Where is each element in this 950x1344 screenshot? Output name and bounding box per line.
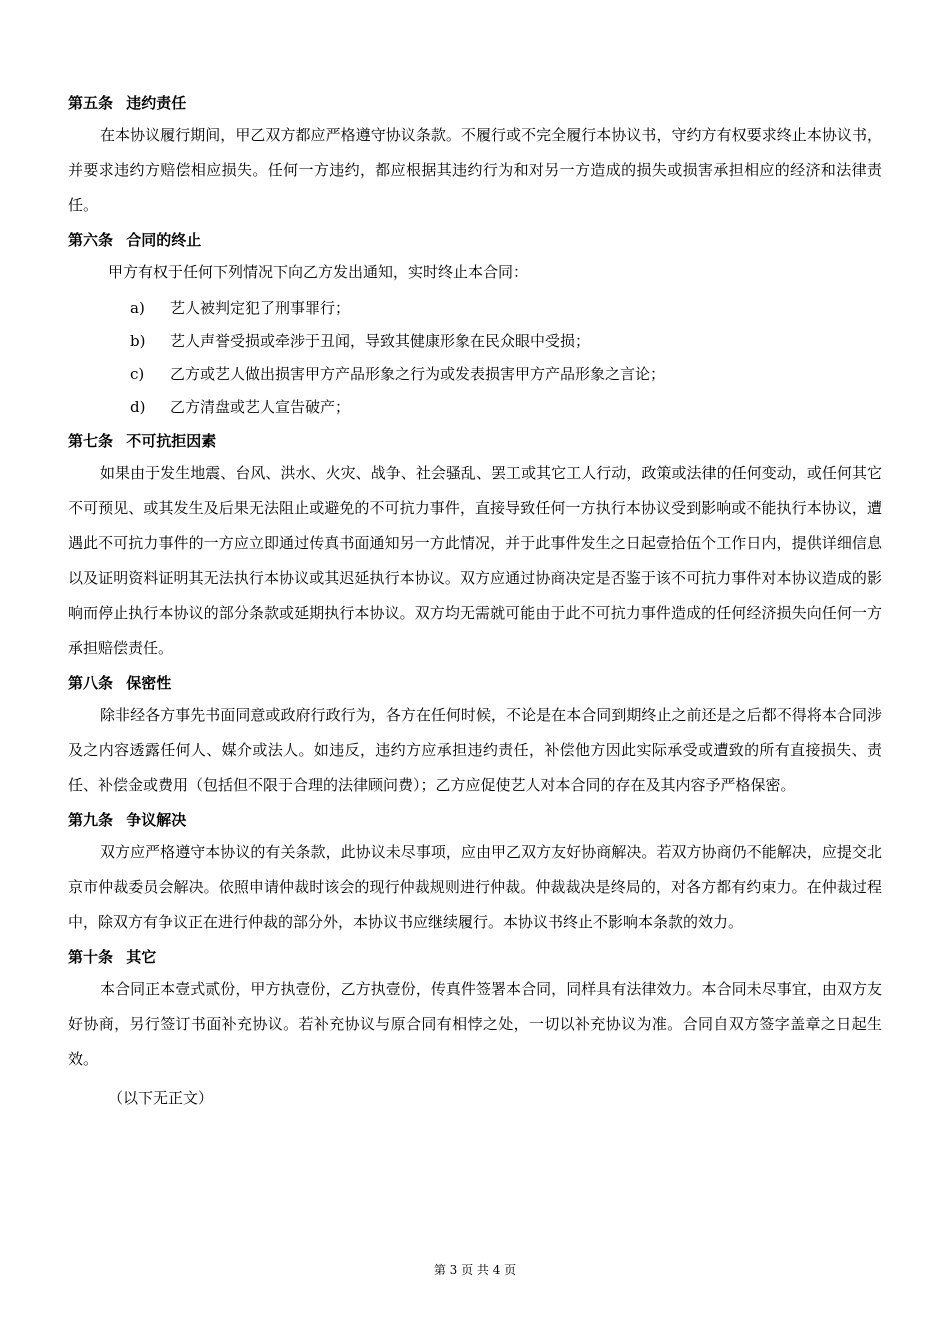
- list-text: 艺人声誉受损或牵涉于丑闻，导致其健康形象在民众眼中受损；: [170, 332, 591, 350]
- section-number: 第七条: [68, 432, 114, 450]
- list-marker: c): [130, 365, 145, 383]
- list-text: 乙方或艺人做出损害甲方产品形象之行为或发表损害甲方产品形象之言论；: [170, 365, 666, 383]
- section-title: 其它: [126, 948, 157, 966]
- section-title: 保密性: [126, 674, 172, 692]
- list-text: 艺人被判定犯了刑事罪行；: [170, 299, 351, 317]
- list-marker: d): [130, 398, 146, 416]
- list-marker: a): [130, 299, 145, 317]
- section-number: 第九条: [68, 811, 114, 829]
- section-9: [68, 809, 882, 940]
- document-body: [68, 92, 882, 1113]
- section-8: [68, 672, 882, 803]
- section-5: [68, 92, 882, 223]
- termination-list: [68, 292, 882, 424]
- list-item: [68, 325, 882, 358]
- section-heading: [68, 672, 882, 694]
- section-number: 第六条: [68, 231, 114, 249]
- section-paragraph: 在本协议履行期间，甲乙双方都应严格遵守协议条款。不履行或不完全履行本协议书，守约方有权要求终止本协议书，并要求违约方赔偿相应损失。任何一方违约，都应根据其违约行为和对另一方造成的损失或损害承担相应的经济和法律责任。: [68, 126, 882, 214]
- section-6: [68, 229, 882, 424]
- section-number: 第八条: [68, 674, 114, 692]
- section-7: [68, 430, 882, 666]
- section-title: 违约责任: [126, 94, 187, 112]
- section-intro: 甲方有权于任何下列情况下向乙方发出通知，实时终止本合同：: [108, 263, 529, 281]
- list-text: 乙方清盘或艺人宣告破产；: [170, 398, 351, 416]
- section-heading: [68, 946, 882, 968]
- section-heading: [68, 229, 882, 251]
- section-heading: [68, 430, 882, 452]
- section-10: [68, 946, 882, 1077]
- list-marker: b): [130, 332, 146, 350]
- section-title: 争议解决: [126, 811, 187, 829]
- list-item: [68, 391, 882, 424]
- page-footer: 第 3 页 共 4 页: [433, 1263, 517, 1277]
- section-paragraph: 如果由于发生地震、台风、洪水、火灾、战争、社会骚乱、罢工或其它工人行动，政策或法律的任何变动，或任何其它不可预见、或其发生及后果无法阻止或避免的不可抗力事件，直接导致任何一方执行本协议受到影响或不能执行本协议，遭遇此不可抗力事件的一方应立即通过传真书面通知另一方此情况，并于此事件发生之日起壹拾伍个工作日内，提供详细信息以及证明资料证明其无法执行本协议或其迟延执行本协议。双方应通过协商决定是否鉴于该不可抗力事件对本协议造成的影响而停止执行本协议的部分条款或延期执行本协议。双方均无需就可能由于此不可抗力事件造成的任何经济损失向任何一方承担赔偿责任。: [68, 464, 882, 657]
- section-paragraph: 除非经各方事先书面同意或政府行政行为，各方在任何时候，不论是在本合同到期终止之前还是之后都不得将本合同涉及之内容透露任何人、媒介或法人。如违反，违约方应承担违约责任，补偿他方因此实际承受或遭致的所有直接损失、责任、补偿金或费用（包括但不限于合理的法律顾问费）；乙方应促使艺人对本合同的存在及其内容予严格保密。: [68, 706, 882, 794]
- list-item: [68, 292, 882, 325]
- section-title: 合同的终止: [126, 231, 202, 249]
- section-heading: [68, 809, 882, 831]
- section-number: 第五条: [68, 94, 114, 112]
- section-heading: [68, 92, 882, 114]
- closing-note: （以下无正文）: [108, 1089, 214, 1107]
- section-number: 第十条: [68, 948, 114, 966]
- section-paragraph: 双方应严格遵守本协议的有关条款，此协议未尽事项，应由甲乙双方友好协商解决。若双方协商仍不能解决，应提交北京市仲裁委员会解决。依照申请仲裁时该会的现行仲裁规则进行仲裁。仲裁裁决是终局的，对各方都有约束力。在仲裁过程中，除双方有争议正在进行仲裁的部分外，本协议书应继续履行。本协议书终止不影响本条款的效力。: [68, 843, 882, 931]
- section-title: 不可抗拒因素: [126, 432, 217, 450]
- list-item: [68, 358, 882, 391]
- section-paragraph: 本合同正本壹式贰份，甲方执壹份，乙方执壹份，传真件签署本合同，同样具有法律效力。本合同未尽事宜，由双方友好协商，另行签订书面补充协议。若补充协议与原合同有相悖之处，一切以补充协议为准。合同自双方签字盖章之日起生效。: [68, 980, 882, 1068]
